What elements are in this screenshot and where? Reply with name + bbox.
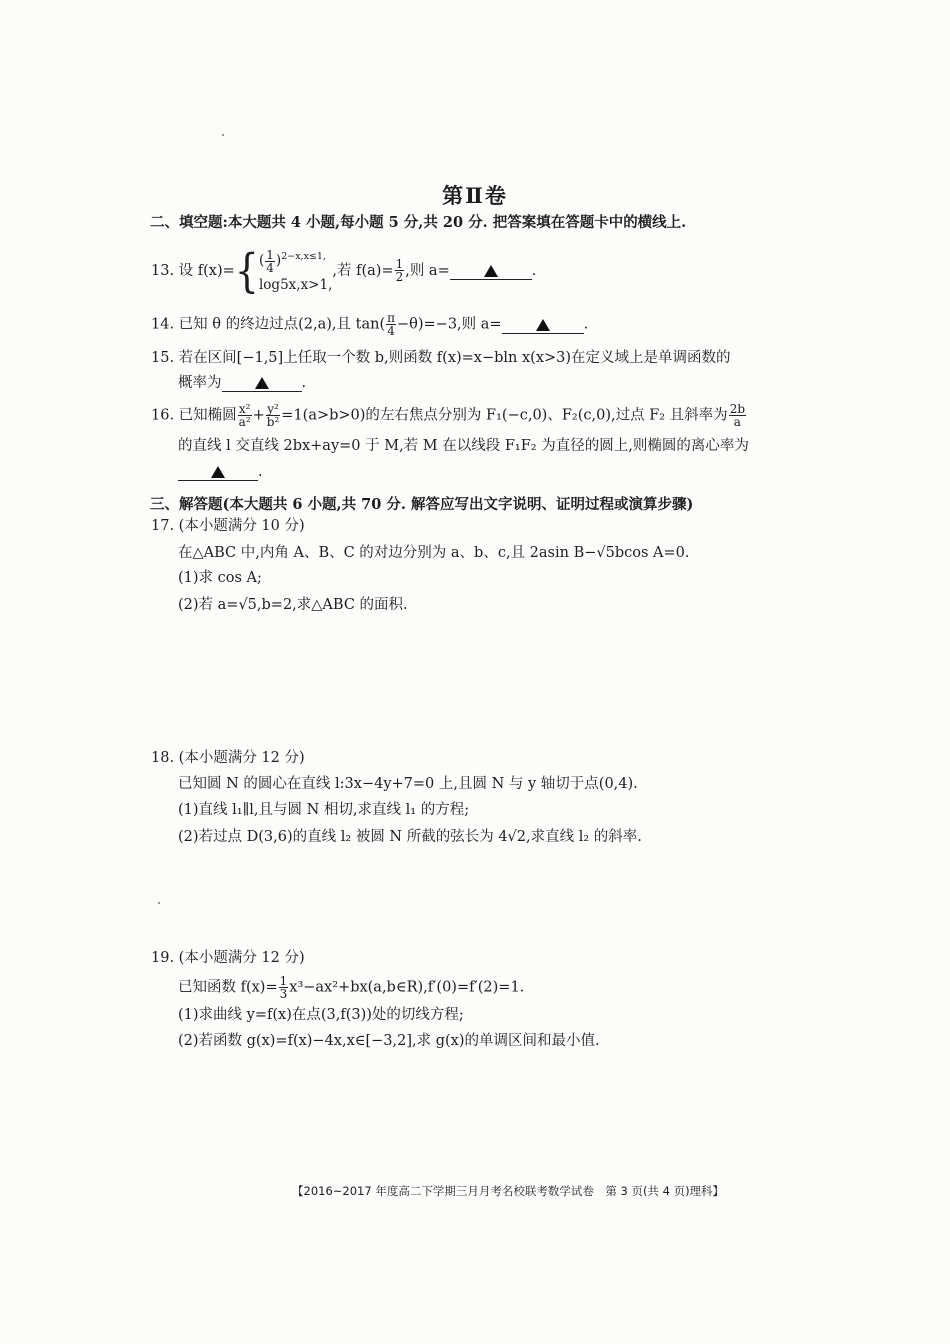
q19-heading: 19. (本小题满分 12 分) <box>151 950 305 966</box>
q15-dot: . <box>301 375 307 391</box>
q15-line1: 15. 若在区间[−1,5]上任取一个数 b,则函数 f(x)=x−bln x(x>3)在定义域上是单调函数的 <box>151 350 731 366</box>
q17-stem: 在△ABC 中,内角 A、B、C 的对边分别为 a、b、c,且 2asin B−√5bcos A=0. <box>178 545 690 561</box>
q14-answer-blank <box>502 317 584 334</box>
question-17 <box>151 516 689 615</box>
q13-brace: { <box>234 244 259 298</box>
q16-plus: + <box>252 407 265 424</box>
speck <box>222 134 224 136</box>
q13-mid: ,若 f(a)= <box>332 262 394 279</box>
q15-answer-blank <box>222 375 302 392</box>
question-18 <box>151 748 642 847</box>
triangle-icon <box>255 377 269 389</box>
triangle-icon <box>211 466 225 478</box>
q17-part1: (1)求 cos A; <box>178 570 262 586</box>
q13-half-numerator: 1 <box>395 257 404 272</box>
q18-stem: 已知圆 N 的圆心在直线 l:3x−4y+7=0 上,且圆 N 与 y 轴切于点(0,4). <box>178 776 638 792</box>
q16-prefix: 16. 已知椭圆 <box>151 407 237 424</box>
q16-slope-denominator: a <box>733 415 741 429</box>
q13-case1-denominator: 4 <box>266 260 274 275</box>
q18-part1: (1)直线 l₁∥l,且与圆 N 相切,求直线 l₁ 的方程; <box>178 802 470 818</box>
q13-cases: ( $\frac{1}{4}$ )$^{2-x,x\le 1,}$ log5x,x>1, <box>259 246 332 296</box>
section-fill-in-heading: 二、填空题:本大题共 4 小题,每小题 5 分,共 20 分. 把答案填在答题卡中的横线上. <box>150 214 687 231</box>
q13-case1-numerator: 1 <box>266 247 274 262</box>
triangle-icon <box>536 319 550 331</box>
q19-stem-b: x³−ax²+bx(a,b∈R),f′(0)=f′(2)=1. <box>289 979 525 996</box>
q14-prefix: 14. 已知 θ 的终边过点(2,a),且 tan( <box>151 316 386 333</box>
q13-end: ,则 a= <box>405 262 450 279</box>
q13-half-denominator: 2 <box>395 270 404 285</box>
q16-x-denominator: a² <box>238 415 251 429</box>
q13-case1-tail: 2−x,x≤1, <box>281 251 326 262</box>
q13-answer-blank <box>450 263 532 280</box>
q13-dot: . <box>531 262 537 279</box>
question-15 <box>151 348 731 393</box>
q14-tail: −θ)=−3,则 a= <box>397 316 502 333</box>
q16-y-numerator: y² <box>267 402 279 416</box>
q16-answer-blank <box>178 464 258 481</box>
section-solve-heading: 三、解答题(本大题共 6 小题,共 70 分. 解答应写出文字说明、证明过程或演算步骤) <box>150 496 694 513</box>
q18-part2: (2)若过点 D(3,6)的直线 l₂ 被圆 N 所截的弦长为 4√2,求直线 l₂ 的斜率. <box>178 829 642 845</box>
q19-part2: (2)若函数 g(x)=f(x)−4x,x∈[−3,2],求 g(x)的单调区间和最小值. <box>178 1033 600 1049</box>
q19-part1: (1)求曲线 y=f(x)在点(3,f(3))处的切线方程; <box>178 1007 464 1023</box>
speck <box>158 902 160 904</box>
q16-x-numerator: x² <box>238 402 251 416</box>
q16-line2: 的直线 l 交直线 2bx+ay=0 于 M,若 M 在以线段 F₁F₂ 为直径的圆上,则椭圆的离心率为 <box>178 438 749 454</box>
q16-y-denominator: b² <box>266 415 280 429</box>
q16-slope-numerator: 2b <box>729 402 746 416</box>
q14-pi-denominator: 4 <box>387 324 395 338</box>
q19-stem-a: 已知函数 f(x)= <box>178 979 278 996</box>
q18-heading: 18. (本小题满分 12 分) <box>151 750 305 766</box>
q19-third-denominator: 3 <box>279 987 288 1001</box>
triangle-icon <box>484 265 498 277</box>
q14-dot: . <box>583 316 589 333</box>
q14-pi: π <box>387 311 395 325</box>
question-16 <box>151 403 749 482</box>
q19-third-numerator: 1 <box>279 974 288 988</box>
question-13 <box>151 246 536 296</box>
q16-dot: . <box>258 464 263 480</box>
q16-tail1: =1(a>b>0)的左右焦点分别为 F₁(−c,0)、F₂(c,0),过点 F₂ 且斜率为 <box>281 407 728 424</box>
q17-heading: 17. (本小题满分 10 分) <box>151 518 305 534</box>
q13-case2: log5x,x>1, <box>258 276 333 293</box>
page-footer: 【2016~2017 年度高二下学期三月月考名校联考数学试卷 第 3 页(共 4 页)理科】 <box>292 1184 725 1198</box>
q13-prefix: 13. 设 f(x)= <box>151 262 235 279</box>
question-14 <box>151 312 588 337</box>
q15-line2: 概率为 <box>178 375 222 391</box>
q17-part2: (2)若 a=√5,b=2,求△ABC 的面积. <box>178 597 408 613</box>
question-19 <box>151 948 600 1051</box>
page-title: 第Ⅱ卷 <box>442 183 508 208</box>
